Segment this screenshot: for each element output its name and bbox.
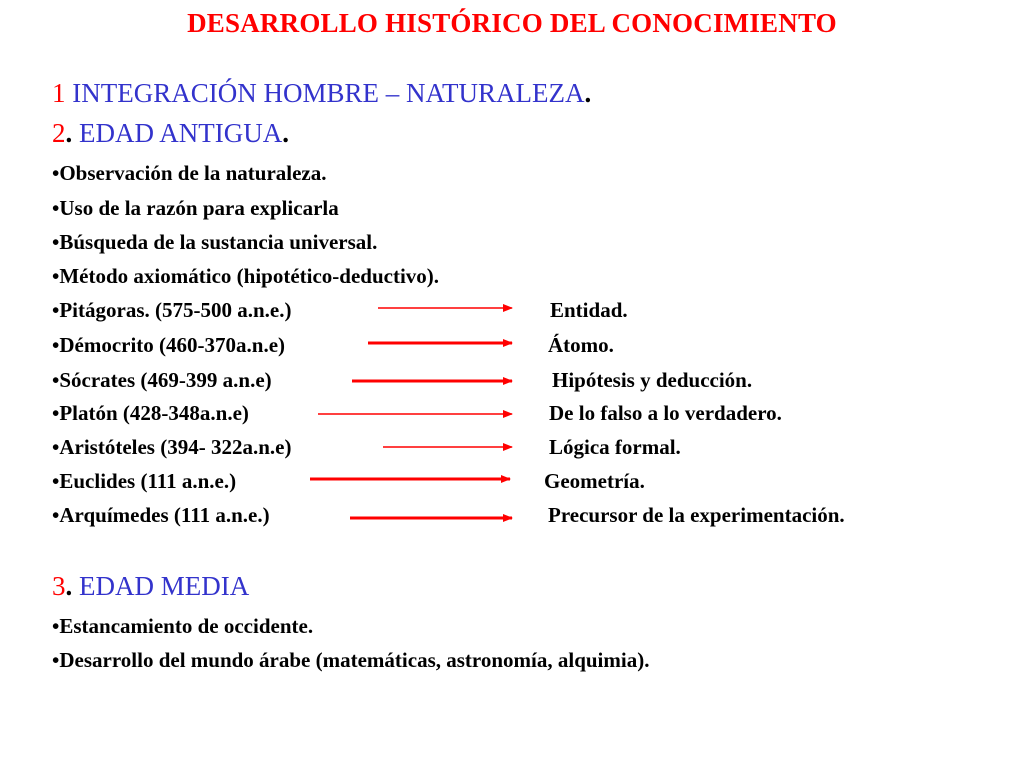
- figure-democrito: •Démocrito (460-370a.n.e): [52, 333, 286, 357]
- result-aristoteles: Lógica formal.: [549, 435, 681, 459]
- bullet-stagnation: •Estancamiento de occidente.: [52, 614, 314, 638]
- figure-socrates: •Sócrates (469-399 a.n.e): [52, 368, 272, 392]
- section-3-number-dot: .: [65, 571, 73, 601]
- bullet-arab-world: •Desarrollo del mundo árabe (matemáticas, astronomía, alquimia).: [52, 648, 650, 672]
- section-2-number-dot: .: [65, 118, 73, 148]
- result-platon: De lo falso a lo verdadero.: [549, 401, 782, 425]
- bullet-method: •Método axiomático (hipotético-deductivo).: [52, 264, 440, 288]
- result-socrates: Hipótesis y deducción.: [552, 368, 753, 392]
- result-democrito: Átomo.: [548, 333, 614, 357]
- section-2-number: 2: [52, 118, 66, 148]
- section-2-period: .: [282, 118, 289, 148]
- figure-pitagoras: •Pitágoras. (575-500 a.n.e.): [52, 298, 292, 322]
- result-pitagoras: Entidad.: [550, 298, 628, 322]
- section-1-period: .: [584, 78, 592, 108]
- section-3-number: 3: [52, 571, 66, 601]
- bullet-observation: •Observación de la naturaleza.: [52, 161, 327, 185]
- section-2-title: EDAD ANTIGUA: [72, 118, 283, 148]
- figure-platon: •Platón (428-348a.n.e): [52, 401, 249, 425]
- section-1-title: INTEGRACIÓN HOMBRE – NATURALEZA: [65, 78, 585, 108]
- figure-euclides: •Euclides (111 a.n.e.): [52, 469, 237, 493]
- result-euclides: Geometría.: [544, 469, 645, 493]
- section-3-title: EDAD MEDIA: [72, 571, 250, 601]
- bullet-reason: •Uso de la razón para explicarla: [52, 196, 339, 220]
- figure-arquimedes: •Arquímedes (111 a.n.e.): [52, 503, 270, 527]
- slide-title: DESARROLLO HISTÓRICO DEL CONOCIMIENTO: [187, 8, 837, 38]
- result-arquimedes: Precursor de la experimentación.: [548, 503, 845, 527]
- figure-aristoteles: •Aristóteles (394- 322a.n.e): [52, 435, 292, 459]
- bullet-substance: •Búsqueda de la sustancia universal.: [52, 230, 378, 254]
- section-1-number: 1: [52, 78, 66, 108]
